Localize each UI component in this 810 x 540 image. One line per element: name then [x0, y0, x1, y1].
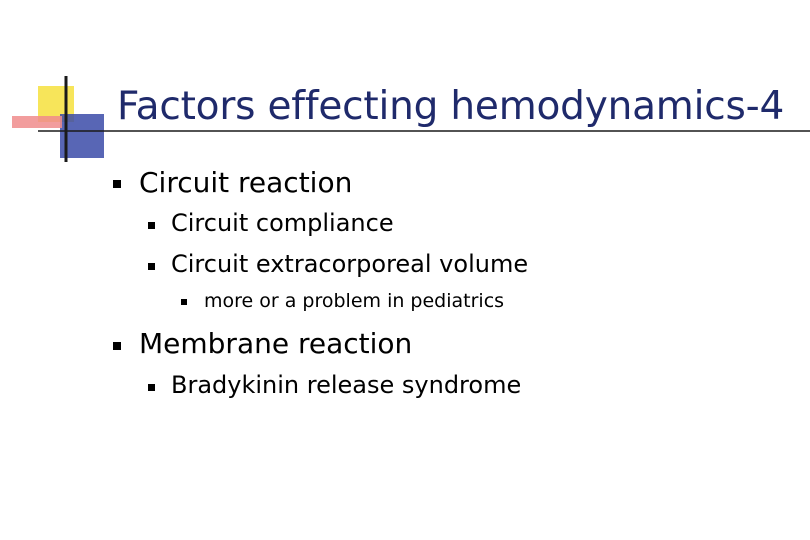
- bullet-bradykinin-release-syndrome: Bradykinin release syndrome: [171, 371, 522, 399]
- bullet-marker: [148, 384, 155, 391]
- bullet-circuit-compliance: Circuit compliance: [171, 209, 394, 237]
- logo-pink-bar: [12, 116, 62, 128]
- bullet-circuit-extracorporeal-volume: Circuit extracorporeal volume: [171, 250, 529, 278]
- bullet-marker: [113, 342, 121, 350]
- bullet-marker: [113, 180, 121, 188]
- bullet-more-problem-pediatrics: more or a problem in pediatrics: [204, 290, 505, 312]
- bullet-membrane-reaction: Membrane reaction: [139, 327, 413, 360]
- bullet-marker: [181, 299, 187, 305]
- slide-title: Factors effecting hemodynamics-4: [117, 84, 785, 129]
- bullet-marker: [148, 263, 155, 270]
- bullet-circuit-reaction: Circuit reaction: [139, 166, 353, 199]
- bullet-marker: [148, 222, 155, 229]
